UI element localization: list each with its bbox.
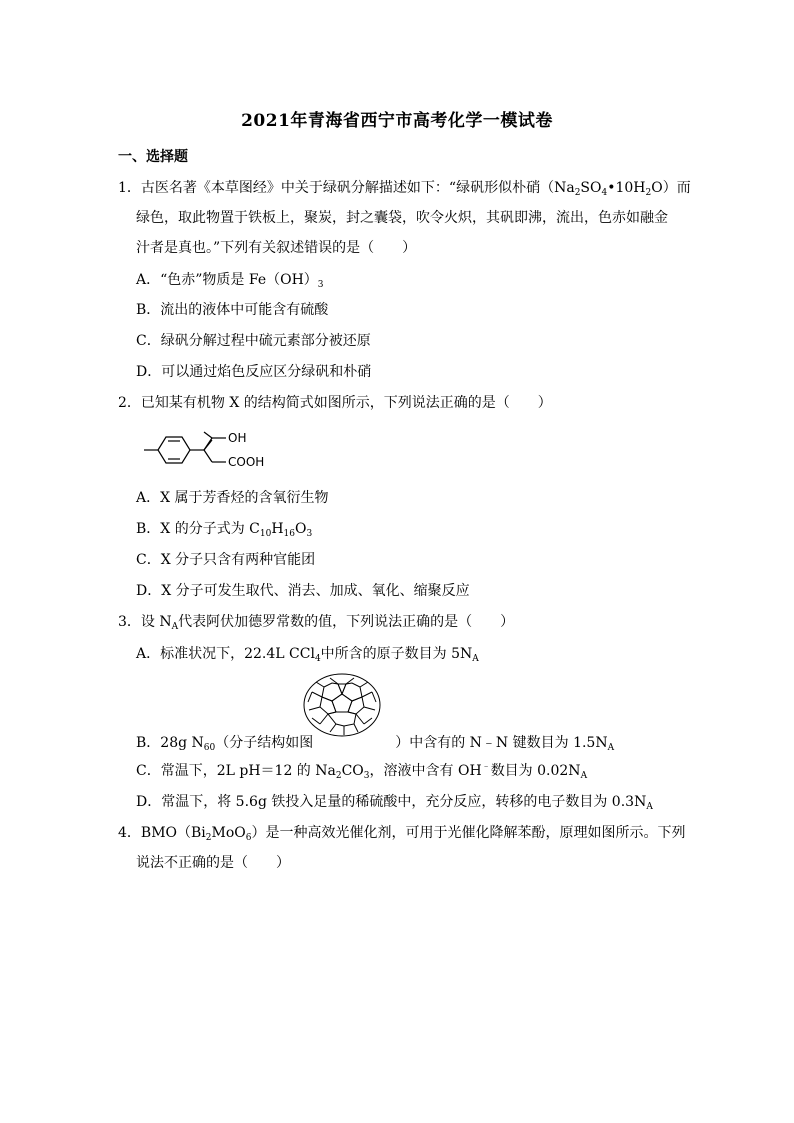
section-heading: 一、选择题 [118,149,188,165]
question-4-line-1: 4．$BMO(Bi_2MoO_6)$是一种高效光催化剂，可用于光催化降解苯酚，原理如图所示。下列 [118,825,686,843]
question-1-line-1: 1．古医名著《本草图经》中关于绿矾分解描述如下：“绿矾形似朴硝$(Na_2SO_4•10H_2O)$而 [118,180,691,198]
question-1-option-a: A．“色赤”物质是 $Fe(OH)_3$ [136,272,324,290]
question-4-line-2: 说法不正确的是（ ） [136,855,290,871]
question-3-option-b: B．28g $N_{60}$（分子结构如图 ）中含有的 N﹣N 键数目为 $1.5N_A$ [136,735,615,753]
question-2-line-1: 2．已知某有机物 X 的结构简式如图所示，下列说法正确的是（ ） [118,395,552,411]
mol-oh-label: OH [228,431,247,445]
question-1-line-3: 汁者是真也。”下列有关叙述错误的是（ ） [136,240,417,256]
mol-cooh-label: COOH [228,455,265,469]
question-1-option-d: D．可以通过焰色反应区分绿矾和朴硝 [136,364,372,380]
question-1-line-2: 绿色，取此物置于铁板上，聚炭，封之囊袋，吹令火炽，其矾即沸，流出，色赤如融金 [136,210,668,226]
question-3-option-c: C．常温下，2L pH＝12 的 $Na_2CO_3$，溶液中含有 OH﹣数目为 $0.02N_A$ [136,762,588,781]
question-2-option-d: D．X 分子可发生取代、消去、加成、氧化、缩聚反应 [136,583,470,599]
fullerene-structure-image [300,672,384,738]
question-3-option-a: A．标准状况下，22.4L CCl$_4$中所含的原子数目为 $5N_A$ [136,646,479,664]
question-1-option-b: B．流出的液体中可能含有硫酸 [136,302,329,318]
question-2-option-a: A．X 属于芳香烃的含氧衍生物 [136,490,329,506]
question-3-option-d: D．常温下，将 5.6g 铁投入足量的稀硫酸中，充分反应，转移的电子数目为 $0.3N_A$ [136,794,653,812]
question-1-option-c: C．绿矾分解过程中硫元素部分被还原 [136,333,371,349]
page-title: 2021年青海省西宁市高考化学一模试卷 [241,111,553,131]
question-2-option-b: B．X 的分子式为 $C_{10}H_{16}O_3$ [136,521,313,539]
question-3-line-1: 3．设 $N_A$代表阿伏加德罗常数的值，下列说法正确的是（ ） [118,614,515,632]
question-2-option-c: C．X 分子只含有两种官能团 [136,552,316,568]
structure-formula-diagram [140,428,280,476]
